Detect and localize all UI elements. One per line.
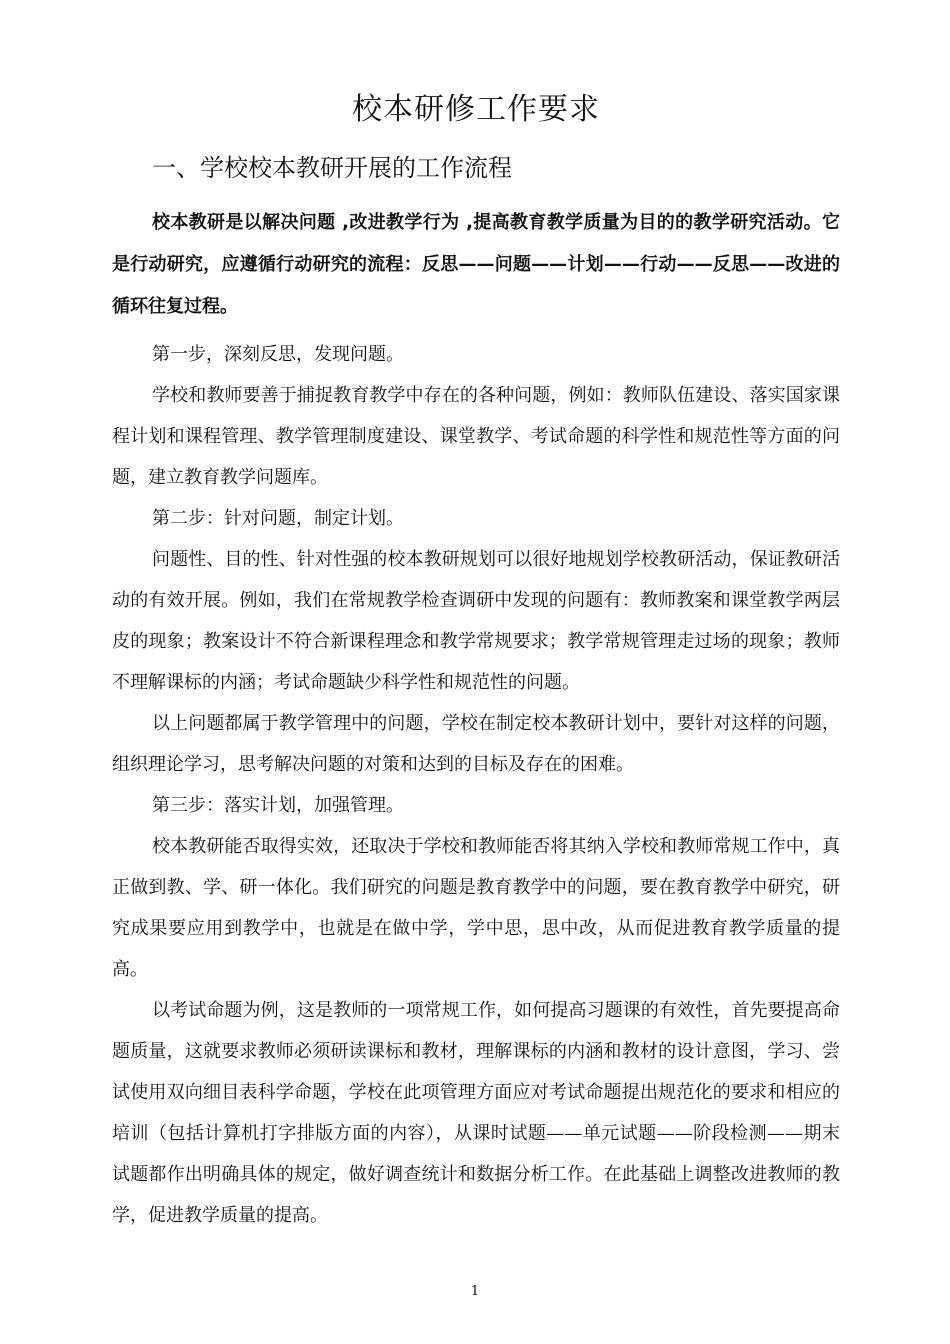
paragraph: 以考试命题为例，这是教师的一项常规工作，如何提高习题课的有效性，首先要提高命题质量，这就要求教师必须研读课标和教材，理解课标的内涵和教材的设计意图，学习、尝试使用双向细目表科学命题，学校在此项管理方面应对考试命题提出规范化的要求和相应的培训（包括计算机打字排版方面的内容），从课时试题——单元试题——阶段检测——期末试题都作出明确具体的规定，做好调查统计和数据分析工作。在此基础上调整改进教师的教学，促进教学质量的提高。 xyxy=(112,1000,840,1226)
page-number: 1 xyxy=(470,1284,480,1299)
document-title: 校本研修工作要求 xyxy=(352,92,600,127)
section-heading: 一、学校校本教研开展的工作流程 xyxy=(152,154,512,182)
paragraph-step-3: 第三步：落实计划，加强管理。 xyxy=(152,795,404,816)
intro-paragraph: 校本教研是以解决问题 ,改进教学行为 ,提高教育教学质量为目的的教学研究活动。它是行动研究，应遵循行动研究的流程：反思——问题——计划——行动——反思——改进的循环往复过程。 xyxy=(112,212,840,317)
paragraph: 以上问题都属于教学管理中的问题，学校在制定校本教研计划中，要针对这样的问题，组织理论学习，思考解决问题的对策和达到的目标及存在的困难。 xyxy=(112,713,840,775)
paragraph-step-2: 第二步：针对问题，制定计划。 xyxy=(152,508,404,529)
paragraph: 校本教研能否取得实效，还取决于学校和教师能否将其纳入学校和教师常规工作中，真正做到教、学、研一体化。我们研究的问题是教育教学中的问题，要在教育教学中研究，研究成果要应用到教学中，也就是在做中学，学中思，思中改，从而促进教育教学质量的提高。 xyxy=(112,836,840,980)
paragraph-step-1: 第一步，深刻反思，发现问题。 xyxy=(152,344,404,365)
paragraph: 问题性、目的性、针对性强的校本教研规划可以很好地规划学校教研活动，保证教研活动的有效开展。例如，我们在常规教学检查调研中发现的问题有：教师教案和课堂教学两层皮的现象；教案设计不符合新课程理念和教学常规要求；教学常规管理走过场的现象；教师不理解课标的内涵；考试命题缺少科学性和规范性的问题。 xyxy=(112,549,840,693)
paragraph: 学校和教师要善于捕捉教育教学中存在的各种问题，例如：教师队伍建设、落实国家课程计划和课程管理、教学管理制度建设、课堂教学、考试命题的科学性和规范性等方面的问题，建立教育教学问题库。 xyxy=(112,385,840,488)
document-page xyxy=(112,88,840,1236)
